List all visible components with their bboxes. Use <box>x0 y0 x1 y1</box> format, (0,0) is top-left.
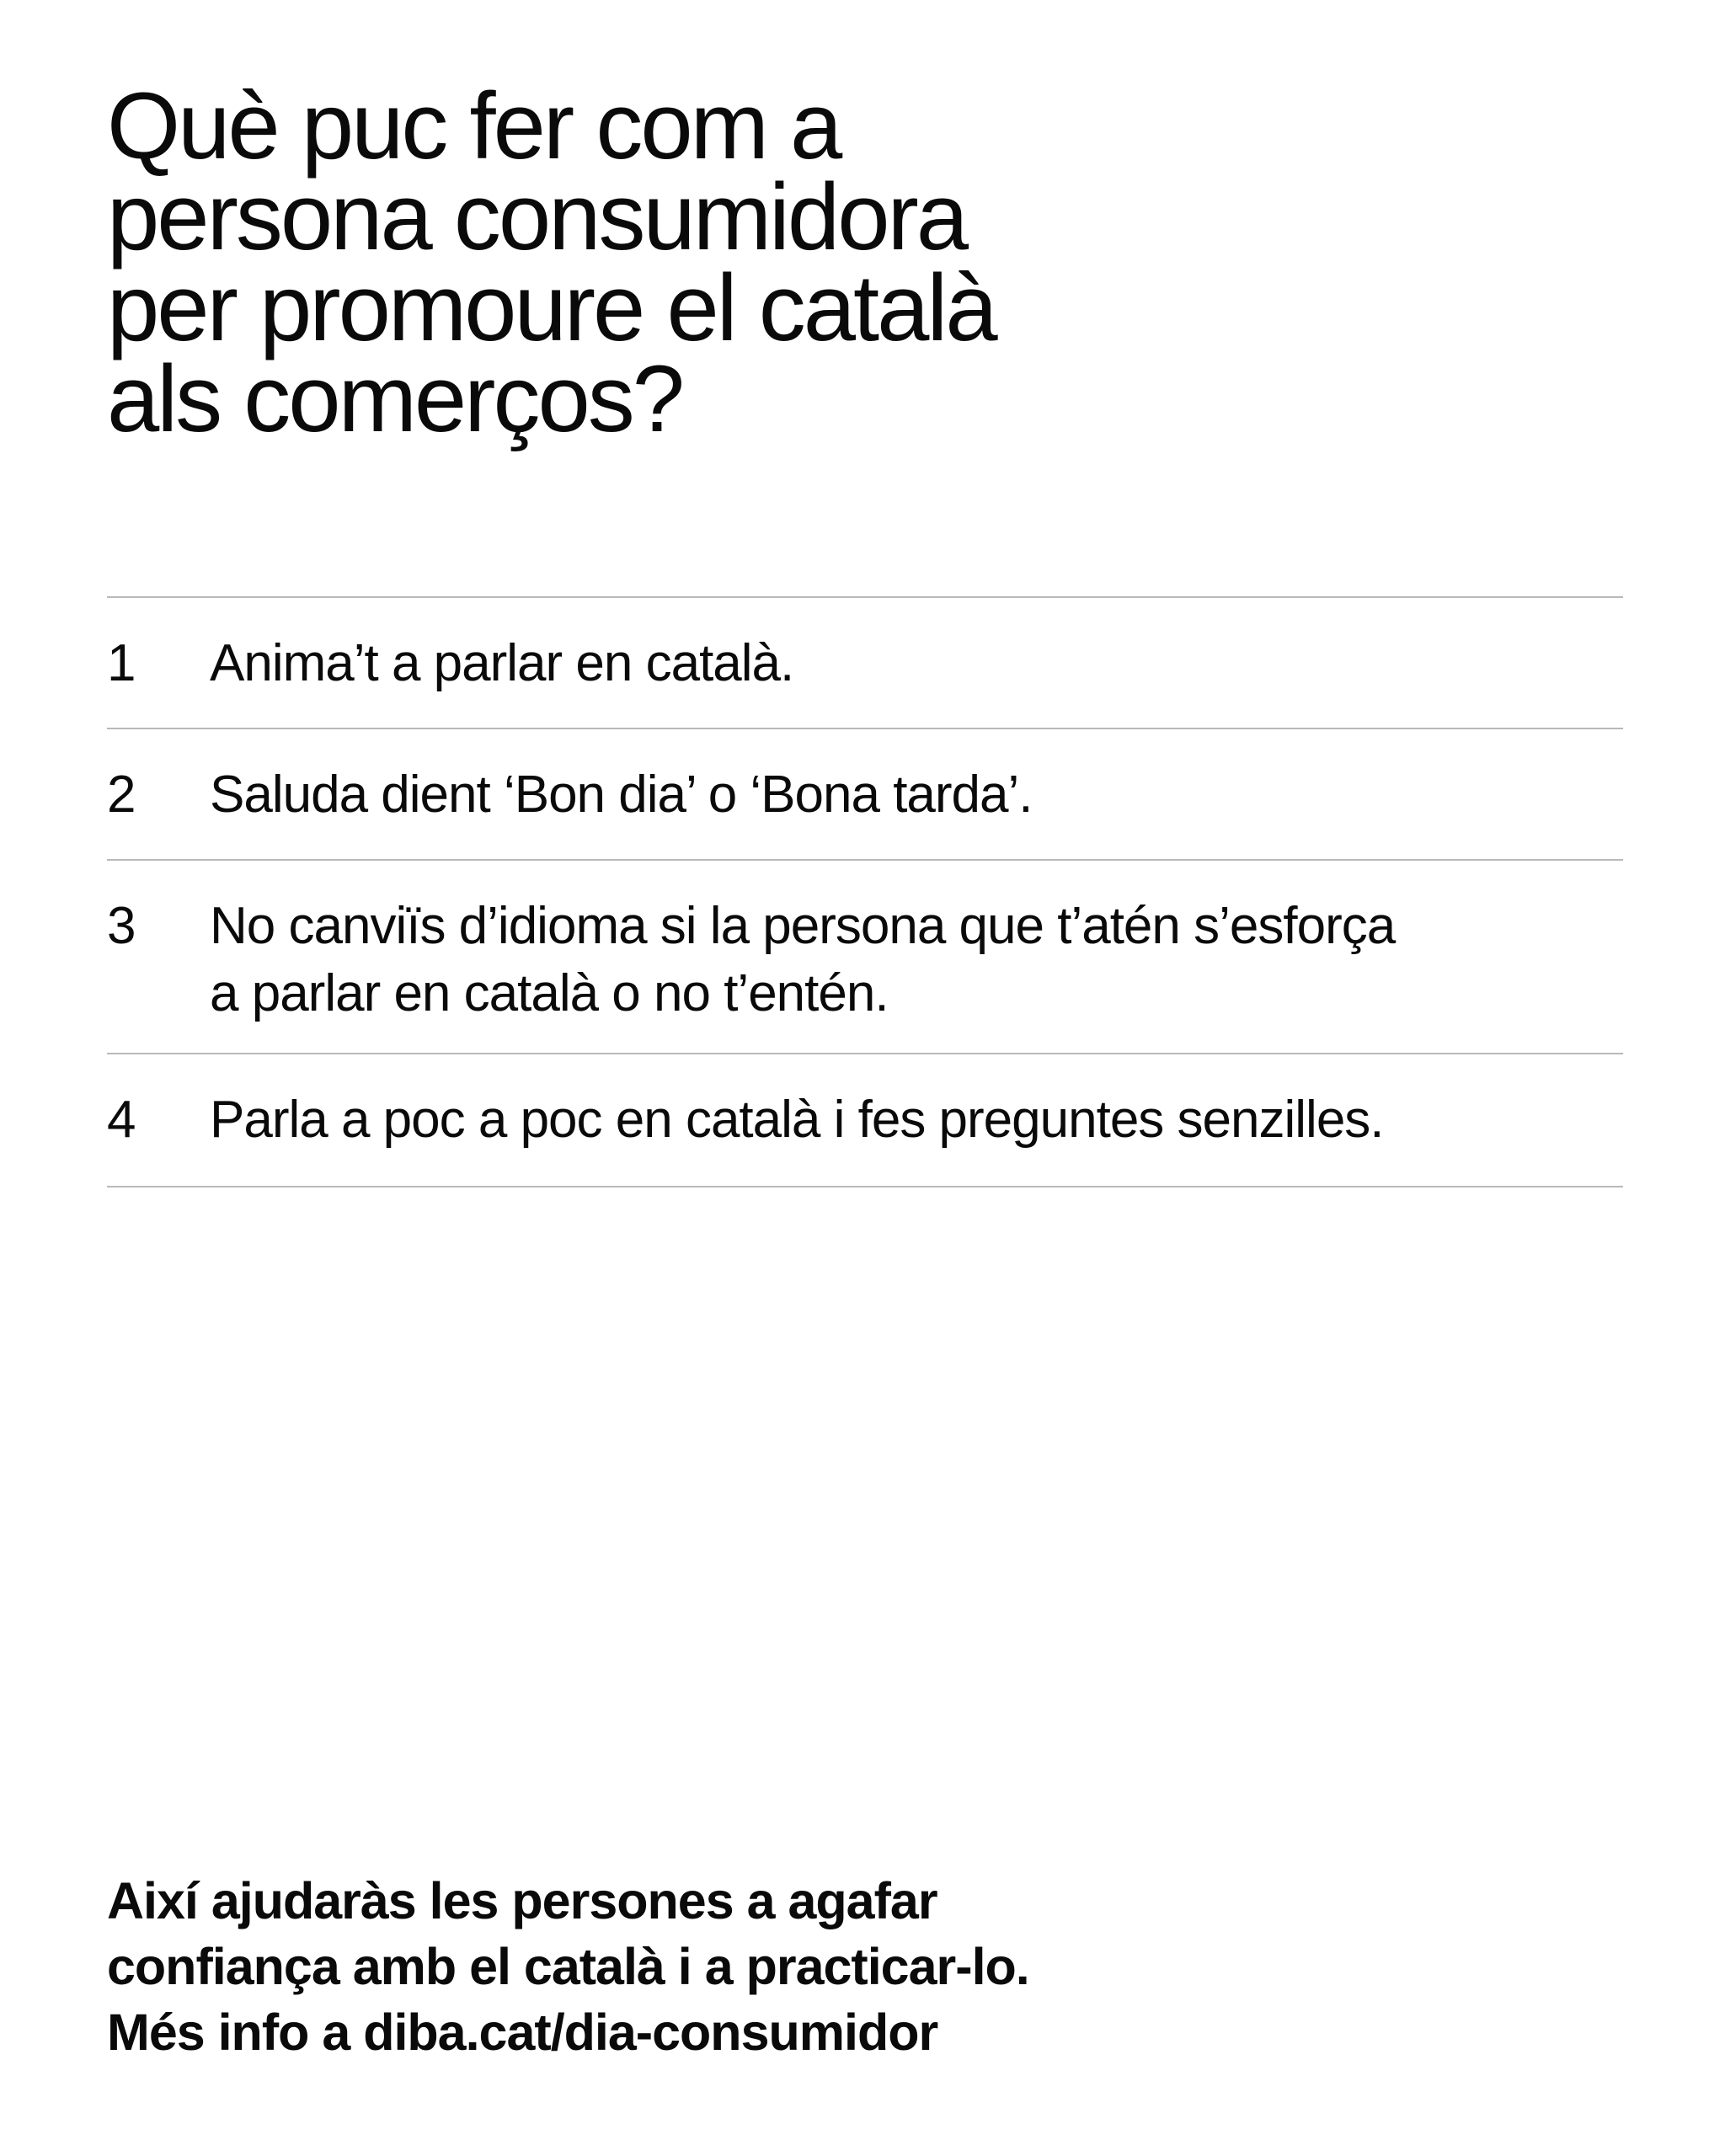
tip-item-3 <box>107 861 1623 1054</box>
tip-text-line: Saluda dient ‘Bon dia’ o ‘Bona tarda’. <box>210 766 1033 824</box>
tip-number: 3 <box>107 897 136 955</box>
tip-text-line: Parla a poc a poc en català i fes preguntes senzilles. <box>210 1091 1384 1149</box>
headline-line: Què puc fer com a <box>107 73 841 179</box>
tip-number: 4 <box>107 1091 136 1149</box>
tip-item-1 <box>107 598 1623 729</box>
tip-text <box>210 630 1623 697</box>
headline-line: als comerços? <box>107 346 683 451</box>
headline-line: persona consumidora <box>107 164 967 270</box>
tips-list <box>107 596 1623 1187</box>
footer-line: Així ajudaràs les persones a agafar <box>107 1872 937 1929</box>
tip-item-2 <box>107 729 1623 861</box>
tip-text <box>210 761 1623 829</box>
tip-number: 1 <box>107 634 136 692</box>
footer-info-link-line: Més info a diba.cat/dia-consumidor <box>107 2004 938 2061</box>
tip-text <box>210 893 1623 1027</box>
tip-item-4 <box>107 1054 1623 1187</box>
headline-line: per promoure el català <box>107 255 996 360</box>
tip-number: 2 <box>107 766 136 824</box>
headline <box>107 73 1370 451</box>
tip-text-line: Anima’t a parlar en català. <box>210 634 794 692</box>
tip-text-line: No canviïs d’idioma si la persona que t’atén s’esforça <box>210 897 1396 955</box>
tip-text <box>210 1086 1623 1154</box>
footer-line: confiança amb el català i a practicar-lo. <box>107 1938 1029 1995</box>
footer-message <box>107 1868 1539 2065</box>
tip-text-line: a parlar en català o no t’entén. <box>210 964 889 1022</box>
